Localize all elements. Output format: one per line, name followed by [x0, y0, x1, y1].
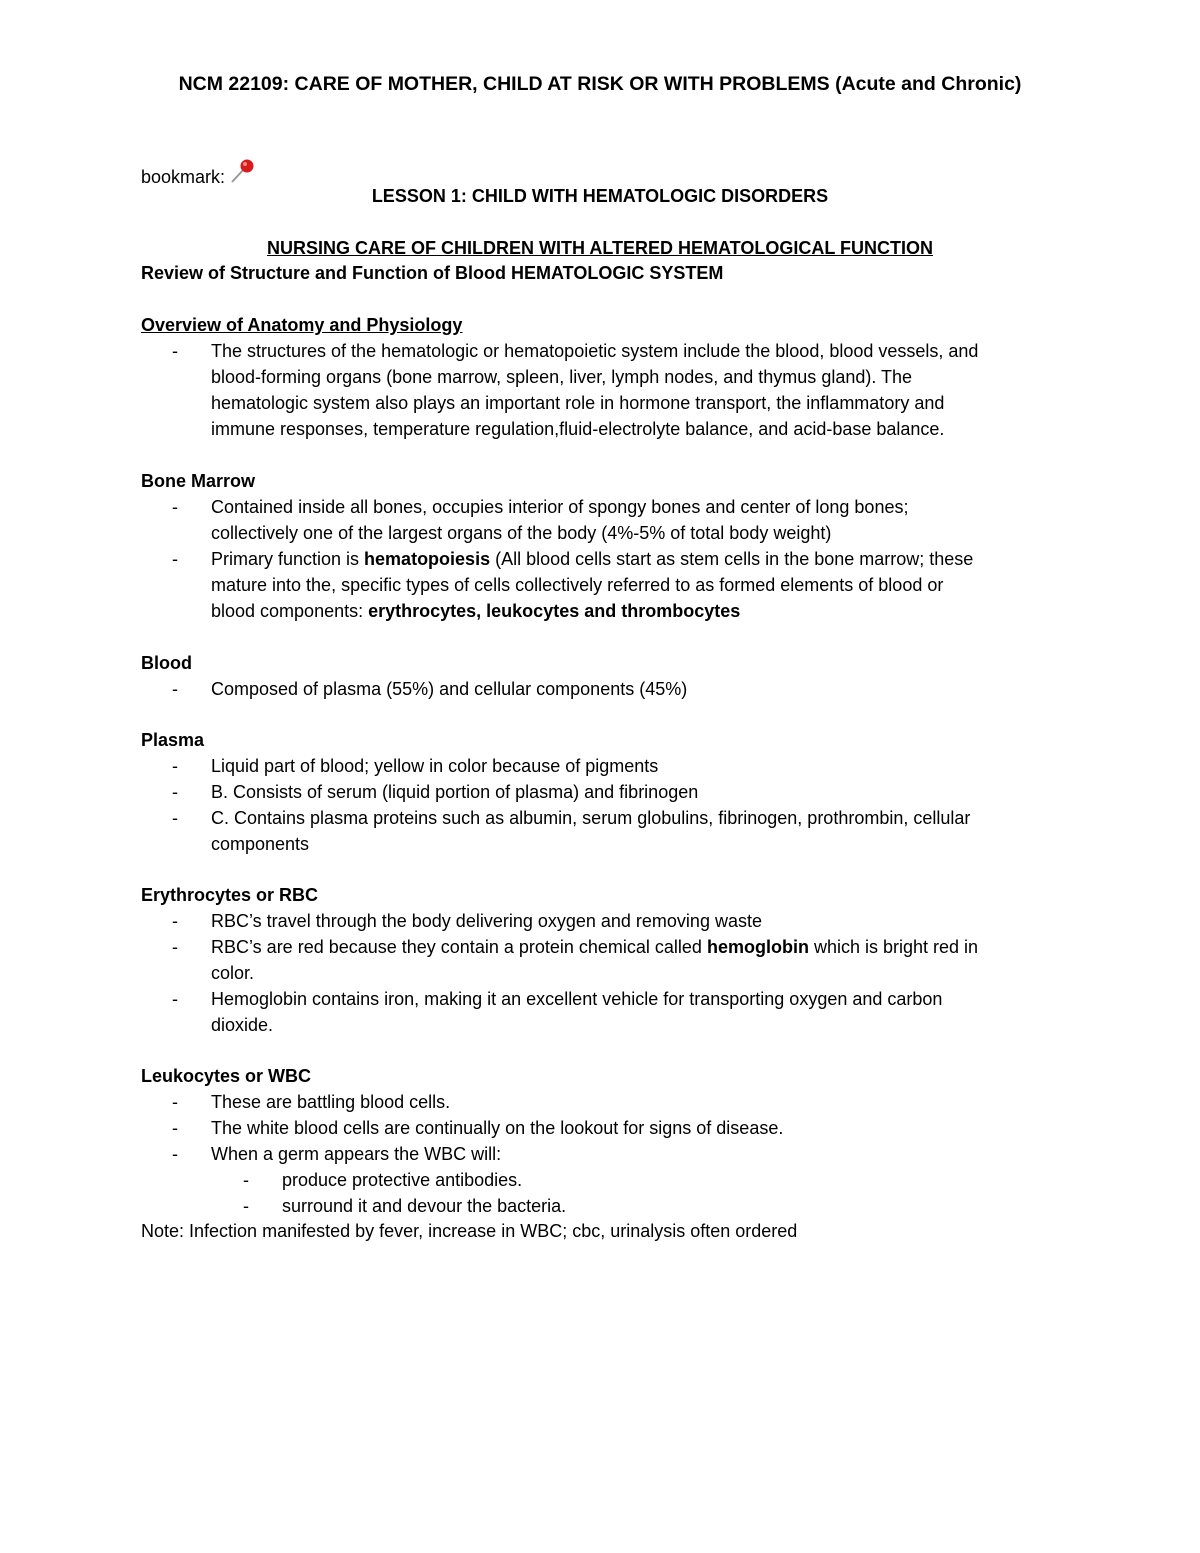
bullet-dash: - [172, 1144, 178, 1164]
bullet-dash: - [172, 549, 178, 569]
review-heading: Review of Structure and Function of Blood HEMATOLOGIC SYSTEM [141, 263, 724, 283]
plasma-line-1: Liquid part of blood; yellow in color because of pigments [211, 756, 659, 776]
text-run: (All blood cells start as stem cells in the bone marrow; these [490, 549, 974, 569]
bullet-dash: - [172, 989, 178, 1009]
bold-term: erythrocytes, leukocytes and thrombocytes [368, 601, 741, 621]
overview-line-1: The structures of the hematologic or hematopoietic system include the blood, blood vessels, and [211, 341, 979, 361]
plasma-heading: Plasma [141, 730, 205, 750]
bullet-dash: - [172, 1118, 178, 1138]
leukocytes-line-1: These are battling blood cells. [211, 1092, 451, 1112]
bullet-dash: - [172, 808, 178, 828]
text-run: which is bright red in [808, 937, 979, 957]
bone-marrow-line-1: Contained inside all bones, occupies interior of spongy bones and center of long bones; [211, 497, 909, 517]
sub-bullet-dash: - [243, 1170, 249, 1190]
bone-marrow-line-5 [211, 598, 740, 624]
bullet-dash: - [172, 679, 178, 699]
sub-bullet-dash: - [243, 1196, 249, 1216]
bone-marrow-line-2: collectively one of the largest organs of the body (4%-5% of total body weight) [211, 523, 832, 543]
leukocytes-line-3: When a germ appears the WBC will: [211, 1144, 502, 1164]
bullet-dash: - [172, 937, 178, 957]
erythrocytes-line-5: dioxide. [211, 1015, 274, 1035]
text-run: Primary function is [211, 549, 365, 569]
erythrocytes-heading: Erythrocytes or RBC [141, 885, 319, 905]
leukocytes-heading: Leukocytes or WBC [141, 1066, 312, 1086]
text-run: blood components: [211, 601, 369, 621]
erythrocytes-line-4: Hemoglobin contains iron, making it an excellent vehicle for transporting oxygen and carbon [211, 989, 943, 1009]
bullet-dash: - [172, 782, 178, 802]
bone-marrow-heading: Bone Marrow [141, 471, 256, 491]
lesson-title: LESSON 1: CHILD WITH HEMATOLOGIC DISORDERS [371, 186, 829, 206]
plasma-line-2: B. Consists of serum (liquid portion of plasma) and fibrinogen [211, 782, 699, 802]
bookmark-label: bookmark: [141, 167, 226, 187]
note-text: Note: Infection manifested by fever, increase in WBC; cbc, urinalysis often ordered [141, 1221, 798, 1241]
bullet-dash: - [172, 1092, 178, 1112]
bullet-dash: - [172, 341, 178, 361]
bullet-dash: - [172, 756, 178, 776]
blood-line-1: Composed of plasma (55%) and cellular components (45%) [211, 679, 688, 699]
plasma-line-4: components [211, 834, 310, 854]
erythrocytes-line-1: RBC’s travel through the body delivering oxygen and removing waste [211, 911, 762, 931]
overview-line-2: blood-forming organs (bone marrow, spleen, liver, lymph nodes, and thymus gland). The [211, 367, 913, 387]
overview-heading: Overview of Anatomy and Physiology [141, 315, 463, 335]
erythrocytes-line-2 [211, 934, 978, 960]
bold-term: hematopoiesis [364, 549, 491, 569]
bone-marrow-line-3 [211, 546, 973, 572]
section-title: NURSING CARE OF CHILDREN WITH ALTERED HEMATOLOGICAL FUNCTION [267, 238, 933, 258]
erythrocytes-line-3: color. [211, 963, 255, 983]
text-run: RBC’s are red because they contain a protein chemical called [211, 937, 707, 957]
leukocytes-sub-2: surround it and devour the bacteria. [282, 1196, 567, 1216]
leukocytes-line-2: The white blood cells are continually on the lookout for signs of disease. [211, 1118, 784, 1138]
overview-line-4: immune responses, temperature regulation,fluid-electrolyte balance, and acid-base balance. [211, 419, 945, 439]
bold-term: hemoglobin [706, 937, 809, 957]
blood-heading: Blood [141, 653, 192, 673]
bullet-dash: - [172, 911, 178, 931]
bone-marrow-line-4: mature into the, specific types of cells collectively referred to as formed elements of blood or [211, 575, 944, 595]
leukocytes-sub-1: produce protective antibodies. [282, 1170, 523, 1190]
plasma-line-3: C. Contains plasma proteins such as albumin, serum globulins, fibrinogen, prothrombin, cellular [211, 808, 971, 828]
bullet-dash: - [172, 497, 178, 517]
overview-line-3: hematologic system also plays an important role in hormone transport, the inflammatory and [211, 393, 945, 413]
document-title: NCM 22109: CARE OF MOTHER, CHILD AT RISK OR WITH PROBLEMS (Acute and Chronic) [178, 73, 1022, 95]
